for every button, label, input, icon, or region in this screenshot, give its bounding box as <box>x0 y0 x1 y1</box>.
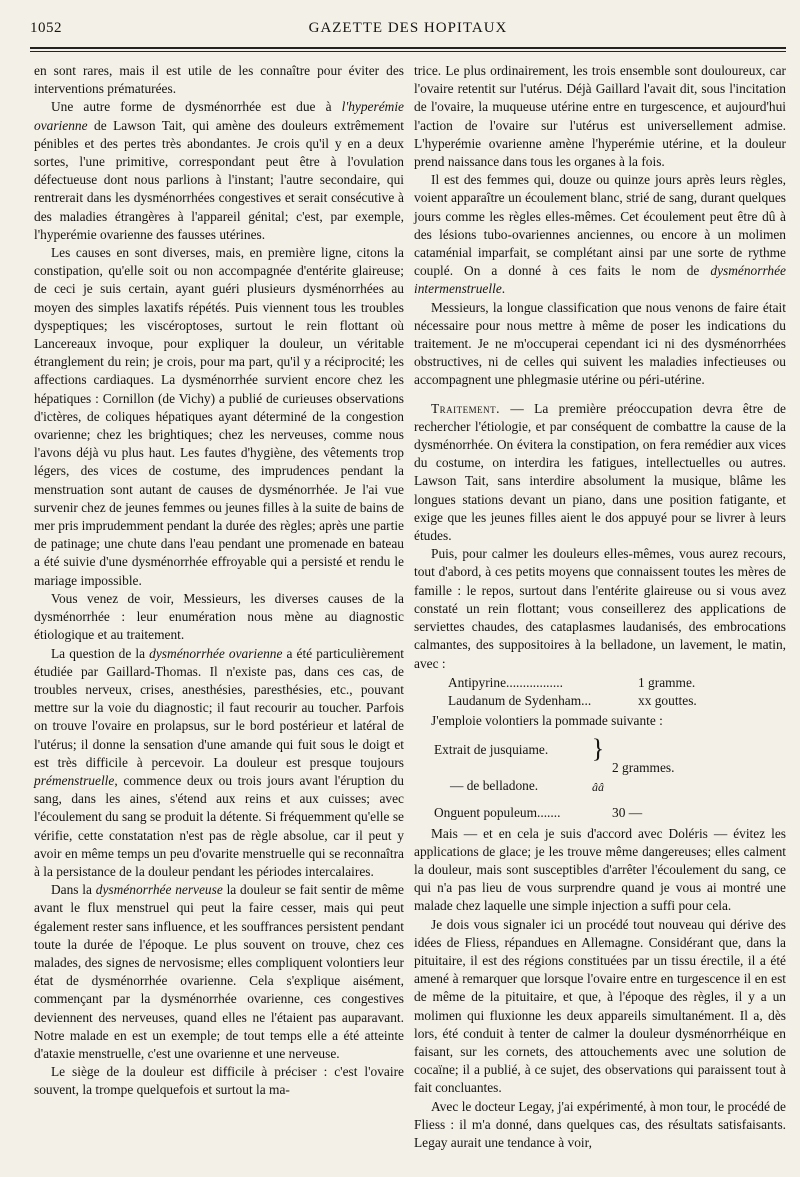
prescription-enema <box>448 674 748 710</box>
paragraph: J'emploie volontiers la pommade suivante : <box>431 713 663 729</box>
page-header <box>30 20 786 48</box>
header-rule-thin <box>30 51 786 52</box>
right-column <box>414 62 786 1152</box>
prescription-line: Antipyrine................. 1 gramme. <box>448 674 696 690</box>
paragraph: Avec le docteur Legay, j'ai expérimenté, à mon tour, le procédé de Fliess : il m'a donné, dans quelques cas, des résultats satisfaisants. Legay aurait une tendance à voir, <box>414 1098 786 1150</box>
prescription-line: Laudanum de Sydenham... xx gouttes. <box>448 692 697 708</box>
running-title: GAZETTE DES HOPITAUX <box>308 20 508 36</box>
paragraph: Les causes en sont diverses, mais, en première ligne, citons la constipation, qu'elle soit ou non accompagnée d'entérite glaireuse; de ceci je suis certain, ayant guéri plusieurs dysménorrhées au moyen des simples laxatifs répétés. Puis viennent tous les troubles dyspeptiques; les viscéroptoses, surtout le rein flottant où Lancereaux invoque, pour expliquer la douleur, un véritable étranglement du rein; je crois, pour ma part, qu'il y a réciprocité; les affections cardiaques. La dysménorrhée survient encore chez les hépatiques : Cornillon (de Vichy) a publié de curieuses observations d'ictères, de coliques hépatiques ayant déterminé de la congestion ovarienne; chez les brightiques; chez les nerveuses, comme nous l'avons déjà vu plus haut. Les fautes d'hygiène, des vêtements trop légers, des vices de costume, des imprudences pendant la menstruation sont autant de causes de dysménorrhée. Je l'ai vue survenir chez de jeunes femmes ou jeunes filles à la suite de bains de mer pris imprudemment pendant la durée des règles; après une partie de patinage; une chute dans l'eau pendant une promenade en bateau a été suivie d'une dysménorrhée effroyable qui a persisté et rendu le mariage impossible. <box>34 245 404 588</box>
ingredient: — de belladone. <box>450 778 539 794</box>
header-rule-thick <box>30 47 786 49</box>
paragraph: Traitement. — La première préoccupation devra être de rechercher l'étiologie, et par conséquent de combattre la cause de la dysménorrhée. On évitera la constipation, on fera remédier aux vices du costume, on interdira les fatigues, intellectuelles ou autres. Lawson Tait, sans interdire absolument la musique, blâme les longues stations devant un piano, dans une position fatigante, et exige que les jeunes filles aient le dos appuyé pour se livrer à leurs études. <box>414 400 786 544</box>
page-number: 1052 <box>30 20 62 36</box>
italic-term: dysménorrhée ovarienne <box>149 645 283 661</box>
paragraph: Une autre forme de dysménorrhée est due à l'hyperémie ovarienne de Lawson Tait, qui amène des douleurs extrêmement pénibles et des pertes très abondantes. Je crois qu'il y en a deux sortes, l'une primitive, correspondant peut être à l'ovulation défectueuse dont nous parlions à l'instant; l'autre secondaire, qui rentrerait dans les dysménorrhées congestives et serait consécutive à des maladies étrangères à l'appareil génital; c'est, par exemple, l'hyperémie ovarienne des fausses utérines. <box>34 99 404 242</box>
italic-term: dysménorrhée nerveuse <box>95 882 223 898</box>
brace-aa: } ââ <box>591 734 605 795</box>
paragraph: Dans la dysménorrhée nerveuse la douleur se fait sentir de même avant le flux menstruel qui peut la faire cesser, mais qui peut également rester sans influence, et les souffrances persistent pendant toute la durée de l'époque. Le plus souvent on trouve, chez ces malades, des signes de nervosisme; elles compliquent volontiers leur état de dysménorrhée ovarienne. Cela s'explique aisément, commençant par la dysménorrhée ovarienne, ces congestives deviennent des nerveuses, quand elles ne l'étaient pas auparavant. Notre malade en est un exemple; de tout temps elle a été atteinte d'ataxie menstruelle, c'est une ovarienne et une nerveuse. <box>34 882 404 1061</box>
paragraph: en sont rares, mais il est utile de les connaître pour éviter des interventions prématurées. <box>34 63 404 97</box>
paragraph: Vous venez de voir, Messieurs, les diverses causes de la dysménorrhée : leur enumération nous mène au diagnostic étiologique et au traitement. <box>34 590 404 643</box>
left-column <box>34 62 404 1100</box>
paragraph: Messieurs, la longue classification que nous venons de faire était nécessaire pour nous mettre à même de poser les indications du traitement. Je ne m'occuperai cependant ici ni des dysménorrhées obstructives, ni de celles qui suivent les maladies infectieuses ou accompagnent une phlegmasie utérine ou péri-utérine. <box>414 299 786 388</box>
paragraph: Puis, pour calmer les douleurs elles-mêmes, vous aurez recours, tout d'abord, à ces petits moyens que connaissent toutes les mères de famille : le repos, surtout dans l'entérite glaireuse ou si vous avez constaté un rein flottant; vous conseillerez des applications de serviettes chaudes, des cataplasmes laudanisés, des embrocations calmantes, des suppositoires à la belladone, un lavement, le matin, avec : <box>414 546 786 671</box>
paragraph: trice. Le plus ordinairement, les trois ensemble sont douloureux, car l'ovaire retentit sur l'utérus. Déjà Gaillard l'avait dit, sous l'incitation de l'ovaire, la muqueuse utérine entre en turgescence, et aujourd'hui l'action de l'ovaire sur l'utérus est universellement admise. L'hyperémie ovarienne amène l'hyperémie utérine, et la douleur prend naissance dans tous les organes à la fois. <box>414 63 786 170</box>
paragraph: Mais — et en cela je suis d'accord avec Doléris — évitez les applications de glace; je les trouve même dangereuses; elles calment la douleur, mais sont susceptibles d'arrêter l'écoulement du sang, ce qui n'a pas lieu de vous surprendre quand je vous ai montré une malade chez laquelle une simple injection a suffi pour cela. <box>414 825 786 914</box>
ingredient: Extrait de jusquiame. <box>434 742 549 758</box>
italic-term: dysménorrhée intermenstruelle <box>414 263 786 297</box>
section-heading: Traitement. <box>431 400 501 416</box>
quantity: 2 grammes. <box>612 760 675 776</box>
italic-term: l'hyperémie ovarienne <box>34 99 404 133</box>
prescription-ointment <box>434 732 786 822</box>
paragraph: Il est des femmes qui, douze ou quinze jours après leurs règles, voient apparaître un écoulement blanc, strié de sang, durant quelques jours comme les règles elles-mêmes. Cet écoulement peut être dû à des lésions tubo-ovariennes anciennes, ou encore à un molimen cataménial imparfait, se complétant ainsi par une sorte de rythme couplé. On a donné à ces faits le nom de dysménorrhée intermenstruelle. <box>414 172 786 297</box>
italic-term: prémenstruelle <box>34 772 115 788</box>
paragraph: Le siège de la douleur est difficile à préciser : c'est l'ovaire souvent, la trompe quelquefois et surtout la ma- <box>34 1064 404 1098</box>
paragraph: Je dois vous signaler ici un procédé tout nouveau qui dérive des idées de Fliess, répandues en Allemagne. Considérant que, dans la pituitaire, il est des régions constituées par un tissu érectile, il a été amené à remarquer que lorsque l'ovaire entre en turgescence il en est de même de la pituitaire, et que, à l'époque des règles, il y a un molimen qui fluxionne les deux appareils simultanément. Il a, dès lors, été conduit à tenter de calmer la douleur dysménorrhéique en faisant, sur les cornets, des attouchements avec une solution de cocaïne; il a publié, à ce sujet, des observations qui paraissent tout à fait concluantes. <box>414 916 786 1096</box>
paragraph: La question de la dysménorrhée ovarienne a été particulièrement étudiée par Gaillard-Thomas. Il n'existe pas, dans ces cas, de troubles nerveux, crises, anesthésies, paresthésies, etc., pouvant mettre sur la voie du diagnostic; il faut recourir au toucher. Parfois on trouve l'ovaire en prolapsus, sur le bord postérieur et latéral de l'utérus; il donne la sensation d'une amande qui fuit sous le doigt et est très difficile à percevoir. La douleur est presque toujours prémenstruelle, commence deux ou trois jours avant l'éruption du sang, dans les aines, s'étend aux reins et aux cuisses; avec l'écoulement du sang se produit la détente. Si fréquemment qu'elle se vérifie, cette constatation n'est pas de règle absolue, car il peut y avoir en même temps un peu d'ovarite menstruelle qui se reconnaîtra à la persistance de la douleur pendant les périodes intercalaires. <box>34 645 404 879</box>
ingredient: Onguent populeum....... <box>434 805 561 821</box>
quantity: 30 — <box>612 805 643 821</box>
